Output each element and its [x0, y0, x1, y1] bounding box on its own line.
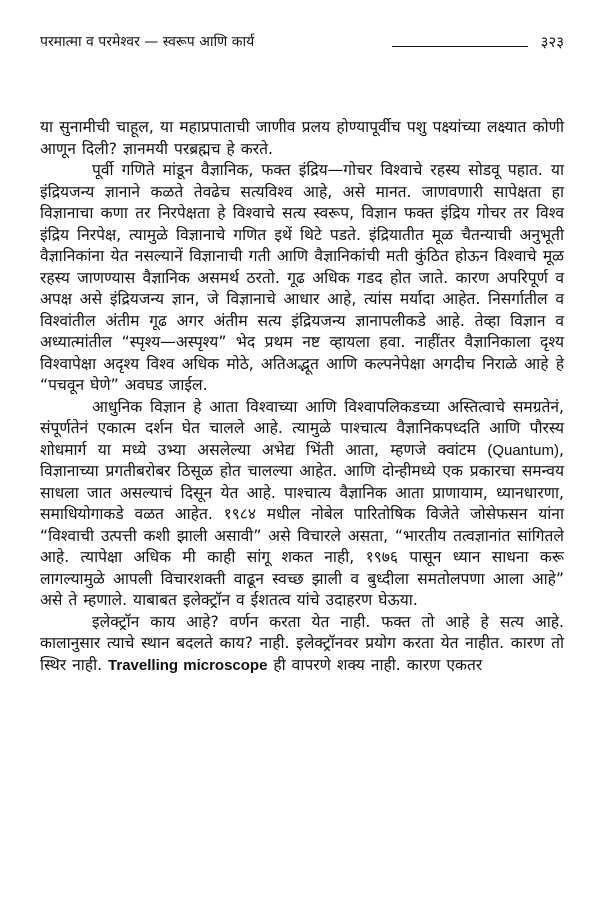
- paragraph-3: [40, 397, 564, 612]
- paragraph-3-text-before: आधुनिक विज्ञान हे आता विश्वाच्या आणि विश्वापलिकडच्या अस्तित्वाचे समग्रतेनं, संपूर्णतेनं एकात्म दर्शन घेत चालले आहे. त्यामुळे पाश्चात्य वैज्ञानिकपध्दति आणि पौरस्य शोधमार्ग या मध्ये उभ्या असलेल्या अभेद्य भिंती आता, म्हणजे क्वांटम: [40, 397, 564, 459]
- page-body: [40, 117, 564, 676]
- paragraph-1: या सुनामीची चाहूल, या महाप्रपाताची जाणीव प्रलय होण्यापूर्वीच पशु पक्ष्यांच्या लक्ष्यात कोणी आणून दिली? ज्ञानमयी परब्रह्मच हे करते.: [40, 118, 564, 158]
- paragraph-3-text-after: , विज्ञानाच्या प्रगतीबरोबर ठिसूळ होत चालल्या आहेत. आणि दोन्हीमध्ये एक प्रकारचा समन्वय साधला जात असल्याचं दिसून येत आहे. पाश्चात्य वैज्ञानिक आता प्राणायाम, ध्यानधारणा, समाधियोगाकडे वळत आहेत. १९८४ मधील नोबेल पारितोषिक विजेते जोसेफसन यांना “विश्वाची उत्पत्ती कशी झाली असावी” असे विचारले असता, “भारतीय तत्वज्ञानांत सांगितले आहे. त्यापेक्षा अधिक मी काही सांगू शकत नाही, १९७६ पासून ध्यान साधना करू लागल्यामुळे आपली विचारशक्ती वाढून स्वच्छ झाली व बुध्दीला समतोलपणा आला आहे” असे ते म्हणाले. याबाबत इलेक्ट्रॉन व ईशतत्व यांचे उदाहरण घेऊया.: [40, 440, 564, 609]
- paragraph-4-text-before: इलेक्ट्रॉन काय आहे? वर्णन करता येत नाही. फक्त तो आहे हे सत्य आहे. कालानुसार त्याचे स्थान बदलते काय? नाही. इलेक्ट्रॉनवर प्रयोग करता येत नाहीत. कारण तो स्थिर नाही.: [40, 612, 564, 674]
- paragraph-4-text-after: ही वापरणे शक्य नाही. कारण एकतर: [267, 655, 483, 674]
- page-number: ३२३: [540, 33, 564, 51]
- paragraph-4: [40, 612, 564, 677]
- quantum-term: (Quantum): [487, 441, 560, 459]
- paragraph-2: पूर्वी गणिते मांडून वैज्ञानिक, फक्त इंद्रिय—गोचर विश्वाचे रहस्य सोडवू पहात. या इंद्रियजन्य ज्ञानाने कळते तेवढेच सत्यविश्व आहे, असे मानत. जाणवणारी सापेक्षता हा विज्ञानाचा कणा तर निरपेक्षता हे विश्वाचे सत्य स्वरूप, विज्ञान फक्त इंद्रिय गोचर तर विश्व इंद्रिय निरपेक्ष, त्यामुळे विज्ञानाचे गणित इथें थिटे पडते. इंद्रियातीत मूळ चैतन्याची अनुभूती वैज्ञानिकांना येत नसल्यानें विज्ञानाची गती आणि वैज्ञानिकांची मती कुंठित होऊन विश्वाचे मूळ रहस्य जाणण्यास वैज्ञानिक असमर्थ ठरतो. गूढ अधिक गडद होत जाते. कारण अपरिपूर्ण व अपक्ष असे इंद्रियजन्य ज्ञान, जे विज्ञानाचे आधार आहे, त्यांस मर्यादा आहेत. निसर्गातील व विश्वांतील अंतीम गूढ अगर अंतीम सत्य इंद्रियजन्य ज्ञानापलीकडे आहे. तेव्हा विज्ञान व अध्यात्मांतील “स्पृश्य—अस्पृश्य” भेद प्रथम नष्ट व्हायला हवा. नाहींतर वैज्ञानिकाला दृश्य विश्वापेक्षा अदृश्य विश्व अधिक मोठे, अतिअद्भूत आणि कल्पनेपेक्षा अगदीच निराळे आहे हे “पचवून घेणे” अवघड जाईल.: [40, 161, 564, 394]
- header-rule: [392, 46, 528, 47]
- travelling-microscope-term: Travelling microscope: [108, 656, 268, 674]
- running-header: [40, 28, 564, 54]
- running-title: परमात्मा व परमेश्वर — स्वरूप आणि कार्य: [40, 34, 255, 50]
